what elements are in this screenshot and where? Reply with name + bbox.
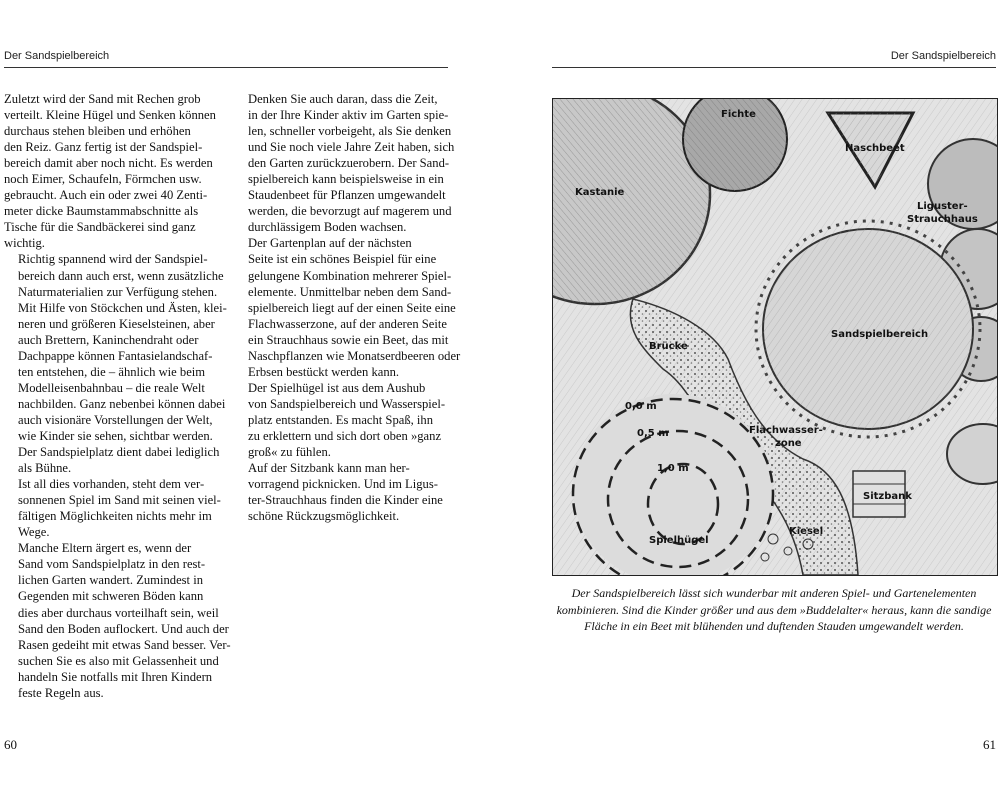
text-line: len, schneller vorbeigeht, als Sie denken xyxy=(248,124,452,139)
label-kastanie: Kastanie xyxy=(575,187,625,198)
text-line: dies aber durchaus vorteilhaft sein, weil xyxy=(18,605,219,620)
text-column-2 xyxy=(234,91,461,524)
text-line: zu erklettern und sich dort oben »ganz xyxy=(248,428,442,443)
text-line: den Reiz. Ganz fertig ist der Sandspiel- xyxy=(4,140,203,155)
label-sandspielbereich: Sandspielbereich xyxy=(831,329,929,340)
caption-line: kombinieren. Sind die Kinder größer und aus dem »Buddelalter« heraus, kann die sandige xyxy=(556,602,992,617)
text-line: Dachpappe können Fantasielandschaf- xyxy=(18,348,213,363)
text-line: Gegenden mit schweren Böden kann xyxy=(18,589,204,604)
text-line: wie Kinder sie sehen, sichtbar werden. xyxy=(18,428,213,443)
text-line: Staudenbeet für Pflanzen umgewandelt xyxy=(248,188,446,203)
label-liguster-2: Strauchhaus xyxy=(907,214,978,225)
label-fichte: Fichte xyxy=(721,109,756,120)
text-line: neren und größeren Kieselsteinen, aber xyxy=(18,316,215,331)
text-line: suchen Sie es also mit Gelassenheit und xyxy=(18,653,219,668)
text-line: ein Strauchhaus sowie ein Beet, das mit xyxy=(248,332,449,347)
label-contour-05: 0,5 m xyxy=(637,428,669,439)
column-2-paragraph xyxy=(234,380,450,460)
running-head-right: Der Sandspielbereich xyxy=(890,50,996,62)
text-line: fältigen Möglichkeiten nichts mehr im xyxy=(18,509,212,524)
column-1-paragraph xyxy=(4,91,222,251)
text-line: elemente. Unmittelbar neben dem Sand- xyxy=(248,284,452,299)
label-flachwasser-1: Flachwasser- xyxy=(749,425,823,436)
text-line: spielbereich liegt auf der einen Seite eine xyxy=(248,300,456,315)
label-spielhuegel: Spielhügel xyxy=(649,535,709,546)
column-1-paragraph xyxy=(4,540,231,700)
text-line: meter dicke Baumstammabschnitte als xyxy=(4,204,199,219)
text-line: bereich damit aber noch nicht. Es werden xyxy=(4,156,213,171)
text-column-1 xyxy=(4,91,231,701)
text-line: Naschpflanzen wie Monatserdbeeren oder xyxy=(248,348,461,363)
text-line: Tische für die Sandbäckerei sind ganz xyxy=(4,220,196,235)
text-line: Der Spielhügel ist aus dem Aushub xyxy=(248,380,426,395)
column-1-paragraph xyxy=(4,476,222,540)
label-contour-10: 1,0 m xyxy=(657,463,689,474)
text-line: und Sie noch viele Jahre Zeit haben, sich xyxy=(248,140,455,155)
page-number-left: 60 xyxy=(4,737,17,752)
text-line: von Sandspielbereich und Wasserspiel- xyxy=(248,396,446,411)
text-line: schöne Rückzugsmöglichkeit. xyxy=(248,509,400,524)
text-line: vorragend picknicken. Und im Ligus- xyxy=(248,477,438,492)
text-line: verteilt. Kleine Hügel und Senken können xyxy=(4,108,216,123)
text-line: Ist all dies vorhanden, steht dem ver- xyxy=(18,477,205,492)
text-line: wichtig. xyxy=(4,236,45,251)
text-line: nachbilden. Ganz nebenbei können dabei xyxy=(18,396,226,411)
text-line: Der Gartenplan auf der nächsten xyxy=(248,236,412,251)
column-2-paragraph xyxy=(234,460,450,524)
label-bruecke: Brücke xyxy=(649,341,688,352)
text-line: Flachwasserzone, auf der anderen Seite xyxy=(248,316,447,331)
header-rule-right xyxy=(552,67,996,68)
label-kiesel: Kiesel xyxy=(789,526,824,537)
text-line: lichen Garten wandert. Zumindest in xyxy=(18,573,204,588)
page-number-right: 61 xyxy=(983,737,996,752)
text-line: gelungene Kombination mehrerer Spiel- xyxy=(248,268,452,283)
text-line: noch Eimer, Schaufeln, Förmchen usw. xyxy=(4,172,202,187)
text-line: Sand den Boden auflockert. Und auch der xyxy=(18,621,229,636)
text-line: Wege. xyxy=(18,525,50,540)
header-rule-left xyxy=(4,67,448,68)
text-line: als Bühne. xyxy=(18,461,72,476)
label-contour-00: 0,0 m xyxy=(625,401,657,412)
text-line: auch Brettern, Kaninchendraht oder xyxy=(18,332,199,347)
text-line: durchlässigem Boden wachsen. xyxy=(248,220,407,235)
label-flachwasser-2: zone xyxy=(775,438,802,449)
text-line: sonnenen Spiel im Sand mit seinen viel- xyxy=(18,493,221,508)
garden-plan-illustration xyxy=(552,98,998,576)
text-line: Naturmaterialien zur Verfügung stehen. xyxy=(18,284,218,299)
text-line: Mit Hilfe von Stöckchen und Ästen, klei- xyxy=(18,300,227,315)
column-2-paragraph xyxy=(234,91,455,235)
text-line: groß« zu fühlen. xyxy=(248,445,331,460)
text-line: bereich dann auch erst, wenn zusätzliche xyxy=(18,268,224,283)
caption-line: Fläche in ein Beet mit blühenden und duftenden Stauden umgewandelt werden. xyxy=(584,619,964,633)
label-sitzbank: Sitzbank xyxy=(863,491,912,502)
text-line: durchaus stehen bleiben und erhöhen xyxy=(4,124,191,139)
figure-caption xyxy=(552,585,996,635)
text-line: spielbereich kann beispielsweise in ein xyxy=(248,172,444,187)
label-naschbeet: Naschbeet xyxy=(845,143,905,154)
text-line: ten entstehen, die – ähnlich wie beim xyxy=(18,364,206,379)
column-1-paragraph xyxy=(4,251,227,476)
text-line: auch visionäre Vorstellungen der Welt, xyxy=(18,412,213,427)
text-line: werden, die bevorzugt auf magerem und xyxy=(248,204,452,219)
text-line: Rasen gedeiht mit etwas Sand besser. Ver- xyxy=(18,637,231,652)
text-line: Zuletzt wird der Sand mit Rechen grob xyxy=(4,92,201,106)
garden-plan-drawing xyxy=(553,99,997,575)
text-line: Sand vom Sandspielplatz in den rest- xyxy=(18,557,206,572)
caption-line: Der Sandspielbereich lässt sich wunderbar mit anderen Spiel- und Gartenelementen xyxy=(571,586,977,600)
text-line: Richtig spannend wird der Sandspiel- xyxy=(18,252,208,267)
text-line: Manche Eltern ärgert es, wenn der xyxy=(18,541,192,556)
text-line: feste Regeln aus. xyxy=(18,685,104,700)
running-head-left: Der Sandspielbereich xyxy=(4,50,110,62)
text-line: Denken Sie auch daran, dass die Zeit, xyxy=(248,92,438,106)
text-line: gebraucht. Auch ein oder zwei 40 Zenti- xyxy=(4,188,208,203)
text-line: ter-Strauchhaus finden die Kinder eine xyxy=(248,493,443,508)
label-liguster-1: Liguster- xyxy=(917,201,968,212)
text-line: Der Sandspielplatz dient dabei lediglich xyxy=(18,445,220,460)
column-2-paragraph xyxy=(234,235,461,379)
text-line: platz entstanden. Es macht Spaß, ihn xyxy=(248,412,434,427)
text-line: den Garten zurückzuerobern. Der Sand- xyxy=(248,156,450,171)
text-line: in der Ihre Kinder aktiv im Garten spie- xyxy=(248,108,449,123)
text-line: Seite ist ein schönes Beispiel für eine xyxy=(248,252,437,267)
text-line: handeln Sie notfalls mit Ihren Kindern xyxy=(18,669,213,684)
text-line: Auf der Sitzbank kann man her- xyxy=(248,461,410,476)
text-line: Modelleisenbahnbau – die reale Welt xyxy=(18,380,205,395)
text-line: Erbsen bestückt werden kann. xyxy=(248,364,400,379)
